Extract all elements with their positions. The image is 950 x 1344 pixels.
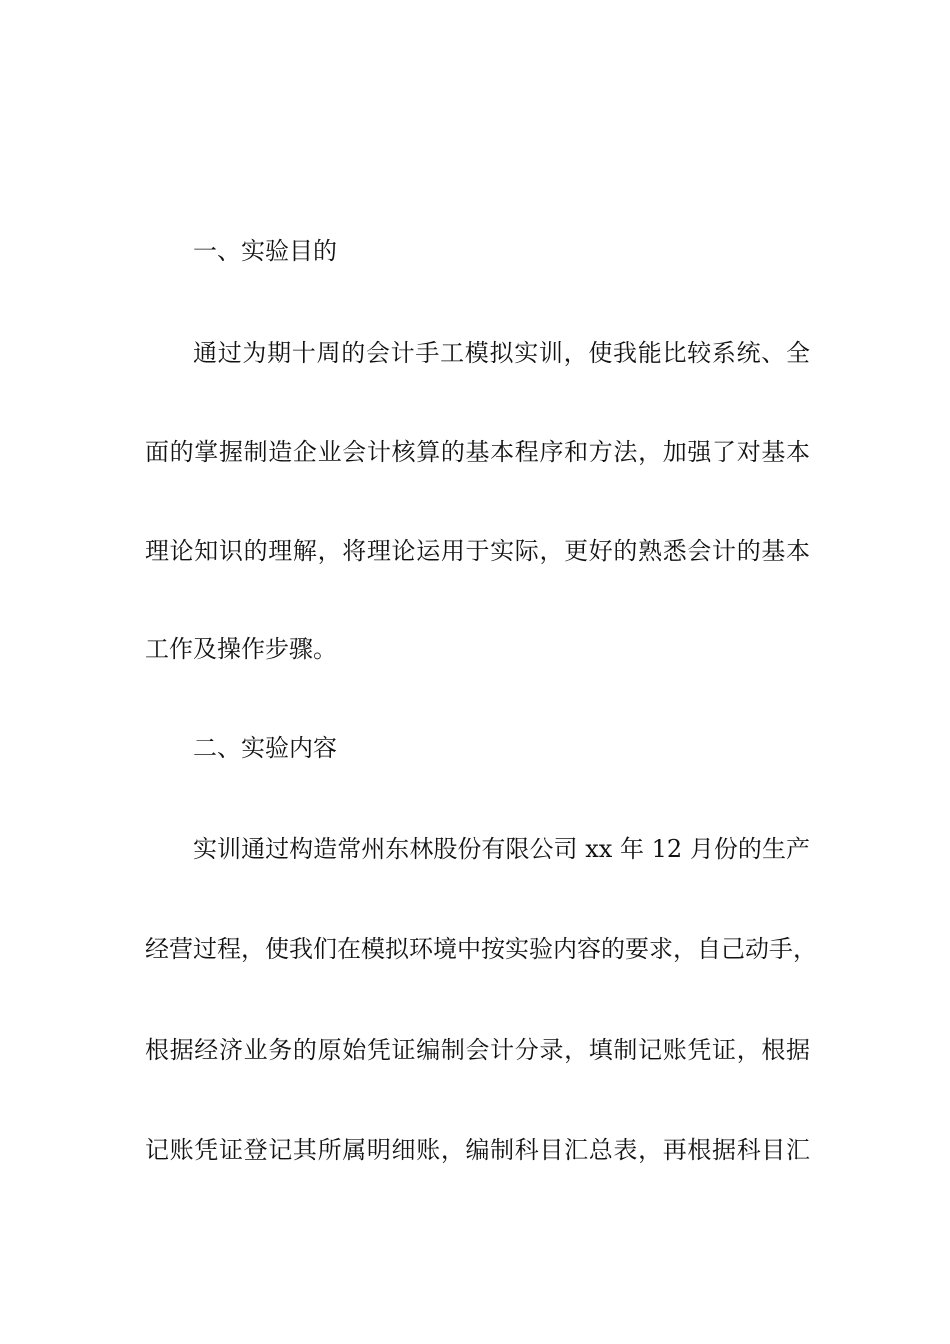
section-heading-content: 二、实验内容: [193, 734, 337, 762]
paragraph-line: 根据经济业务的原始凭证编制会计分录，填制记账凭证，根据: [145, 1036, 810, 1064]
paragraph-line: 记账凭证登记其所属明细账，编制科目汇总表，再根据科目汇: [145, 1136, 810, 1164]
paragraph-line: 通过为期十周的会计手工模拟实训，使我能比较系统、全: [193, 339, 810, 367]
section-heading-purpose: 一、实验目的: [193, 237, 337, 265]
paragraph-line: 面的掌握制造企业会计核算的基本程序和方法，加强了对基本: [145, 438, 810, 466]
paragraph-line: 经营过程，使我们在模拟环境中按实验内容的要求，自己动手，: [145, 935, 817, 963]
paragraph-line: 理论知识的理解，将理论运用于实际，更好的熟悉会计的基本: [145, 537, 810, 565]
paragraph-line: 实训通过构造常州东林股份有限公司 xx 年 12 月份的生产: [193, 835, 810, 863]
paragraph-line: 工作及操作步骤。: [145, 635, 337, 663]
